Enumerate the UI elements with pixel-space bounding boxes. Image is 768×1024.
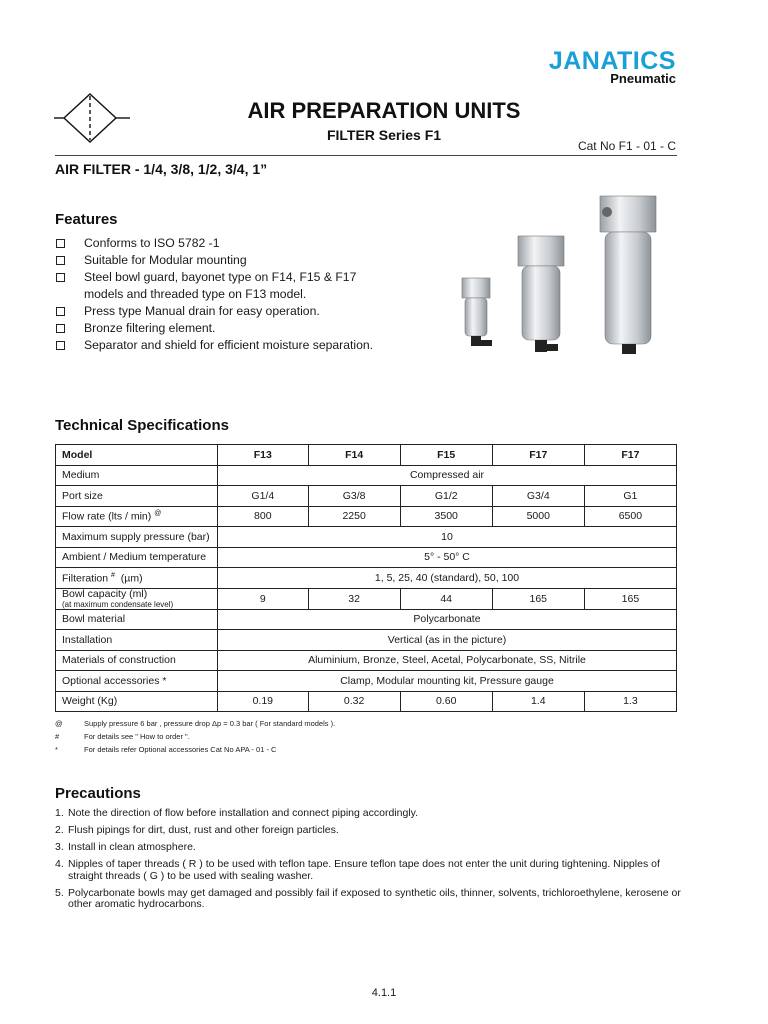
feature-item: Steel bowl guard, bayonet type on F14, F15 & F17 models and threaded type on F13 model. — [55, 269, 385, 303]
row-label: Installation — [56, 630, 218, 651]
model-cell: F17 — [492, 445, 584, 466]
precaution-item — [55, 825, 685, 837]
precaution-number: 2. — [55, 824, 64, 836]
row-label: Medium — [56, 465, 218, 486]
spec-table — [55, 444, 677, 712]
table-row — [56, 650, 677, 671]
filter-unit-small — [462, 278, 492, 346]
model-label: Model — [56, 445, 218, 466]
table-row — [56, 691, 677, 712]
row-label — [56, 568, 218, 589]
footnote — [55, 730, 335, 743]
row-value: 44 — [400, 588, 492, 609]
model-cell: F17 — [584, 445, 676, 466]
row-value: 1, 5, 25, 40 (standard), 50, 100 — [218, 568, 677, 589]
flow-rate-label: Flow rate (lts / min) — [62, 510, 152, 523]
row-value: 1.3 — [584, 691, 676, 712]
filteration-unit: (µm) — [120, 572, 143, 584]
precaution-number: 4. — [55, 858, 64, 870]
row-label: Port size — [56, 486, 218, 507]
table-row — [56, 588, 677, 609]
row-value: 1.4 — [492, 691, 584, 712]
catalog-number: Cat No F1 - 01 - C — [577, 139, 676, 153]
precaution-text: Install in clean atmosphere. — [68, 841, 196, 853]
brand-name: JANATICS — [548, 47, 676, 75]
row-label: Maximum supply pressure (bar) — [56, 527, 218, 548]
row-value: 0.60 — [400, 691, 492, 712]
row-value: Clamp, Modular mounting kit, Pressure gauge — [218, 671, 677, 692]
table-row — [56, 445, 677, 466]
bowl-capacity-sublabel: (at maximum condensate level) — [62, 599, 174, 609]
table-row — [56, 465, 677, 486]
precaution-text: Nipples of taper threads ( R ) to be used with teflon tape. Ensure teflon tape does not enter the unit during tightening. Nipples of straight threads ( G ) to be used with sealing washer. — [68, 858, 660, 882]
footnote — [55, 743, 335, 756]
precaution-item — [55, 842, 685, 854]
feature-item: Press type Manual drain for easy operation. — [55, 303, 385, 320]
features-list — [55, 235, 385, 354]
row-value: Compressed air — [218, 465, 677, 486]
row-value: 0.19 — [218, 691, 309, 712]
row-label: Ambient / Medium temperature — [56, 547, 218, 568]
precautions-list — [55, 808, 685, 916]
row-label: Weight (Kg) — [56, 691, 218, 712]
footnote-mark: # — [111, 571, 115, 579]
product-photo — [450, 190, 690, 370]
row-value: 800 — [218, 506, 309, 527]
row-value: 5000 — [492, 506, 584, 527]
feature-item: Bronze filtering element. — [55, 320, 385, 337]
row-value: 2250 — [308, 506, 400, 527]
specs-heading: Technical Specifications — [55, 417, 229, 434]
model-cell: F15 — [400, 445, 492, 466]
row-label: Bowl material — [56, 609, 218, 630]
row-value: 6500 — [584, 506, 676, 527]
product-heading: AIR FILTER - 1/4, 3/8, 1/2, 3/4, 1” — [55, 161, 268, 177]
footnote — [55, 717, 335, 730]
row-value: 10 — [218, 527, 677, 548]
precaution-number: 5. — [55, 886, 64, 899]
row-value: G3/4 — [492, 486, 584, 507]
row-label — [56, 506, 218, 527]
row-value: G1/4 — [218, 486, 309, 507]
table-row — [56, 630, 677, 651]
row-value: 32 — [308, 588, 400, 609]
feature-item: Conforms to ISO 5782 -1 — [55, 235, 385, 252]
precautions-heading: Precautions — [55, 785, 141, 802]
row-value: 3500 — [400, 506, 492, 527]
precaution-item — [55, 859, 685, 882]
footnote-text: For details refer Optional accessories Cat No APA - 01 - C — [84, 745, 277, 754]
model-cell: F14 — [308, 445, 400, 466]
footnote-symbol: # — [55, 732, 60, 741]
filter-unit-large — [600, 196, 656, 354]
footnote-text: For details see " How to order ". — [84, 732, 190, 741]
page-number: 4.1.1 — [371, 987, 397, 999]
filter-unit-medium — [518, 236, 564, 352]
feature-item: Separator and shield for efficient moisture separation. — [55, 337, 385, 354]
footnote-symbol: @ — [55, 719, 63, 728]
header-divider — [55, 155, 677, 156]
table-row — [56, 671, 677, 692]
table-row — [56, 568, 677, 589]
table-row — [56, 547, 677, 568]
table-row — [56, 609, 677, 630]
precaution-text: Polycarbonate bowls may get damaged and possibly fail if exposed to synthetic oils, thinner, solvents, trichloroethylene, kerosene or other aromatic hydrocarbons. — [68, 886, 681, 910]
page-title: AIR PREPARATION UNITS — [247, 98, 521, 123]
brand-subtitle: Pneumatic — [610, 71, 676, 86]
footnotes — [55, 717, 335, 756]
precaution-text: Flush pipings for dirt, dust, rust and other foreign particles. — [68, 824, 339, 836]
row-value: 165 — [492, 588, 584, 609]
row-value: G3/8 — [308, 486, 400, 507]
precaution-number: 3. — [55, 841, 64, 853]
row-value: Vertical (as in the picture) — [218, 630, 677, 651]
model-cell: F13 — [218, 445, 309, 466]
footnote-mark: @ — [154, 510, 162, 517]
table-row — [56, 506, 677, 527]
footnote-text: Supply pressure 6 bar , pressure drop Δp = 0.3 bar ( For standard models ). — [84, 719, 336, 728]
row-value: 0.32 — [308, 691, 400, 712]
row-value: 165 — [584, 588, 676, 609]
series-subtitle: FILTER Series F1 — [326, 127, 442, 143]
row-value: 5° - 50° C — [218, 547, 677, 568]
row-value: 9 — [218, 588, 309, 609]
table-row — [56, 527, 677, 548]
brand-logo — [548, 47, 676, 86]
row-value: Aluminium, Bronze, Steel, Acetal, Polycarbonate, SS, Nitrile — [218, 650, 677, 671]
row-value: G1 — [584, 486, 676, 507]
bowl-capacity-label: Bowl capacity (ml) — [62, 587, 148, 600]
row-value: Polycarbonate — [218, 609, 677, 630]
precaution-item — [55, 888, 685, 911]
table-row — [56, 486, 677, 507]
features-heading: Features — [55, 211, 118, 228]
row-label: Materials of construction — [56, 650, 218, 671]
row-value: G1/2 — [400, 486, 492, 507]
row-label: Optional accessories * — [56, 671, 218, 692]
filteration-label: Filteration — [62, 572, 109, 584]
precaution-text: Note the direction of flow before installation and connect piping accordingly. — [68, 807, 419, 819]
precaution-number: 1. — [55, 807, 64, 819]
row-label — [56, 588, 218, 609]
footnote-symbol: * — [55, 745, 58, 754]
feature-item: Suitable for Modular mounting — [55, 252, 385, 269]
precaution-item — [55, 808, 685, 820]
